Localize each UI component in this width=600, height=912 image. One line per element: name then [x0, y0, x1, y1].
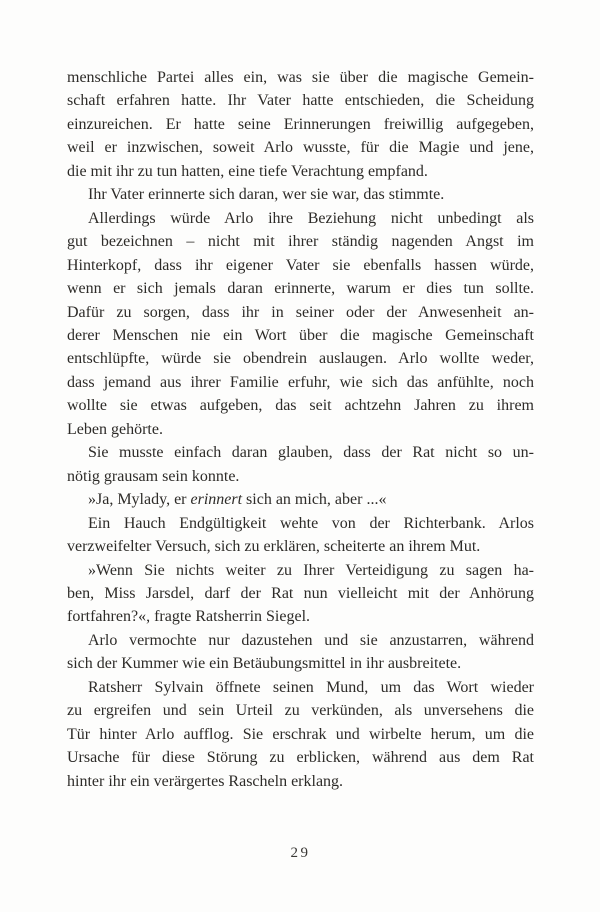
text-segment: derer Menschen nie ein Wort über die magische Gemeinschaft	[67, 326, 534, 344]
text-segment: Ursache für diese Störung zu erblicken, während aus dem Rat	[67, 749, 534, 767]
text-line	[67, 324, 534, 347]
text-segment: Tür hinter Arlo aufflog. Sie erschrak und wirbelte herum, um die	[67, 725, 534, 743]
text-line	[67, 254, 534, 277]
text-segment: Ihr Vater erinnerte sich daran, wer sie war, das stimmte.	[88, 186, 445, 204]
page-text-block	[67, 66, 534, 793]
text-segment: Allerdings würde Arlo ihre Beziehung nicht unbedingt als	[88, 209, 534, 227]
text-line	[67, 66, 534, 89]
text-line	[67, 347, 534, 370]
text-segment: entschlüpfte, würde sie obendrein auslaugen. Arlo wollte weder,	[67, 350, 534, 368]
text-line	[67, 723, 534, 746]
text-line	[67, 441, 534, 464]
text-segment: menschliche Partei alles ein, was sie über die magische Gemein-	[67, 69, 534, 86]
text-line	[67, 160, 534, 183]
text-segment: Hinterkopf, dass ihr eigener Vater sie ebenfalls hassen würde,	[67, 256, 534, 274]
text-line	[67, 136, 534, 159]
text-segment: Ratsherr Sylvain öffnete seinen Mund, um das Wort wieder	[88, 678, 534, 696]
text-line	[67, 770, 534, 793]
text-segment: zu ergreifen und sein Urteil zu verkünden, als unversehens die	[67, 702, 534, 720]
text-segment: schaft erfahren hatte. Ihr Vater hatte entschieden, die Scheidung	[67, 92, 534, 110]
text-segment: hinter ihr ein verärgertes Rascheln erklang.	[67, 772, 344, 790]
text-line	[67, 418, 534, 441]
text-line	[67, 488, 534, 511]
text-segment: »Ja, Mylady, er	[88, 491, 191, 509]
text-segment: sich der Kummer wie ein Betäubungsmittel in ihr ausbreitete.	[67, 655, 462, 673]
text-line	[67, 113, 534, 136]
text-line	[67, 465, 534, 488]
page-number: 29	[290, 845, 311, 861]
text-line	[67, 559, 534, 582]
text-line	[67, 605, 534, 628]
text-line	[67, 629, 534, 652]
text-segment: fortfahren?«, fragte Ratsherrin Siegel.	[67, 608, 311, 626]
text-segment: ben, Miss Jarsdel, darf der Rat nun vielleicht mit der Anhörung	[67, 584, 534, 602]
text-segment: dass jemand aus ihrer Familie erfuhr, wie sich das anfühlte, noch	[67, 373, 534, 391]
text-segment: sich an mich, aber ...«	[242, 491, 387, 509]
text-line	[67, 230, 534, 253]
text-segment: verzweifelter Versuch, sich zu erklären, scheiterte an ihrem Mut.	[67, 538, 481, 556]
text-line	[67, 512, 534, 535]
text-segment: einzureichen. Er hatte seine Erinnerungen freiwillig aufgegeben,	[67, 115, 534, 133]
text-segment: Dafür zu sorgen, dass ihr in seiner oder der Anwesenheit an-	[67, 303, 534, 321]
text-line	[67, 676, 534, 699]
text-line	[67, 183, 534, 206]
text-segment: Arlo vermochte nur dazustehen und sie anzustarren, während	[88, 631, 534, 649]
text-line	[67, 394, 534, 417]
text-segment: wenn er sich jemals daran erinnerte, warum er dies tun sollte.	[67, 280, 534, 298]
text-line	[67, 582, 534, 605]
text-line	[67, 207, 534, 230]
text-segment: Leben gehörte.	[67, 420, 163, 438]
text-segment: »Wenn Sie nichts weiter zu Ihrer Verteidigung zu sagen ha-	[88, 561, 534, 579]
text-segment: wollte sie etwas aufgeben, das seit achtzehn Jahren zu ihrem	[67, 397, 534, 415]
text-line	[67, 746, 534, 769]
text-line	[67, 699, 534, 722]
text-line	[67, 277, 534, 300]
text-line	[67, 89, 534, 112]
text-line	[67, 652, 534, 675]
text-segment: nötig grausam sein konnte.	[67, 467, 240, 485]
text-segment: Ein Hauch Endgültigkeit wehte von der Richterbank. Arlos	[88, 514, 534, 532]
text-segment: Sie musste einfach daran glauben, dass der Rat nicht so un-	[88, 444, 534, 462]
text-segment: gut bezeichnen – nicht mit ihrer ständig nagenden Angst im	[67, 233, 534, 251]
text-line	[67, 371, 534, 394]
text-line	[67, 301, 534, 324]
text-segment: die mit ihr zu tun hatten, eine tiefe Verachtung empfand.	[67, 162, 428, 180]
emphasized-text: erinnert	[190, 491, 243, 509]
text-segment: weil er inzwischen, soweit Arlo wusste, für die Magie und jene,	[67, 139, 534, 157]
text-line	[67, 535, 534, 558]
